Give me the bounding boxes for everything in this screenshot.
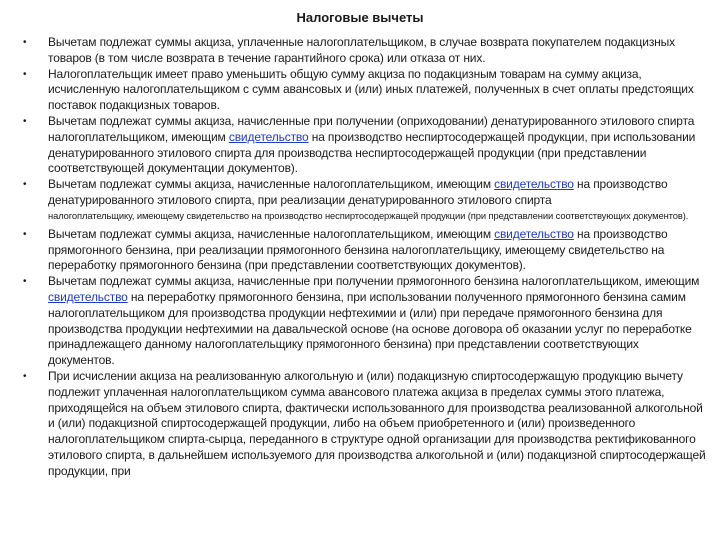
list-item xyxy=(23,227,708,274)
certificate-link[interactable]: свидетельство xyxy=(494,226,574,241)
item-text: Вычетам подлежат суммы акциза, уплаченные налогоплательщиком, в случае возврата покупателем подакцизных товаров (в том числе возврата в течение гарантийного срока) или отказа от них. xyxy=(48,35,675,65)
page-title: Налоговые вычеты xyxy=(296,10,424,25)
item-text: Вычетам подлежат суммы акциза, начисленные налогоплательщиком, имеющим xyxy=(48,226,495,241)
item-text: Вычетам подлежат суммы акциза, начисленные налогоплательщиком, имеющим xyxy=(48,177,495,192)
item-text: Вычетам подлежат суммы акциза, начисленные при получении прямогонного бензина налогоплательщиком, имеющим xyxy=(48,274,700,289)
list-item xyxy=(23,369,708,480)
bullet-icon: • xyxy=(23,370,27,382)
bullet-icon: • xyxy=(23,276,27,288)
item-text: При исчислении акциза на реализованную алкогольную и (или) подакцизную спиртосодержащую продукцию вычету подлежит уплаченная налогоплательщиком сумма авансового платежа акциза в пределах суммы этого платежа, приходящейся на объем этилового спирта, фактически использованного для производства реализованной алкогольной и (или) подакцизной спиртосодержащей продукции, либо на объем приобретенного и (или) произведенного налогоплательщиком спирта-сырца, переданного в структуре одной организации для производства ректификованного этилового спирта, в дальнейшем используемого для производства алкогольной и (или) подакцизной спиртосодержащей продукции, при xyxy=(48,368,706,478)
bullet-icon: • xyxy=(23,37,27,48)
list-item xyxy=(23,114,708,177)
bullet-icon: • xyxy=(23,179,27,191)
list-item xyxy=(23,177,708,223)
item-text: Вычетам подлежат суммы акциза, начисленные при получении (оприходовании) денатурированного этилового спирта налогоплательщиком, имеющим xyxy=(48,113,695,144)
deductions-list xyxy=(23,35,708,480)
item-text: на производство денатурированного этилового спирта, при реализации денатурированного этилового спирта xyxy=(48,177,668,207)
list-item xyxy=(23,274,708,369)
bullet-icon: • xyxy=(23,115,27,127)
bullet-icon: • xyxy=(23,228,27,240)
certificate-link[interactable]: свидетельство xyxy=(48,289,128,304)
list-item xyxy=(23,35,708,67)
bullet-icon: • xyxy=(23,68,27,80)
item-small-text: налогоплательщику, имеющему свидетельство на производство неспиртосодержащей продукции (при представлении соответствующих документов). xyxy=(48,209,689,221)
item-text: на производство прямогонного бензина, при реализации прямогонного бензина налогоплательщику, имеющему свидетельство на переработку прямогонного бензина (при представлении соответствующих документов). xyxy=(48,226,668,273)
item-text: Налогоплательщик имеет право уменьшить общую сумму акциза по подакцизным товарам на сумму акциза, исчисленную налогоплательщиком с сумм авансовых и (или) иных платежей, полученных в счет оплаты предстоящих поставок подакцизных товаров. xyxy=(48,66,694,113)
item-text: на производство неспиртосодержащей продукции, при использовании денатурированного этилового спирта для производства неспиртосодержащей продукции (при представлении соответствующей документации документов). xyxy=(48,129,696,176)
certificate-link[interactable]: свидетельство xyxy=(228,129,309,144)
list-item xyxy=(23,67,708,114)
item-text: на переработку прямогонного бензина, при использовании полученного прямогонного бензина самим налогоплательщиком для производства продукции нефтехимии и (или) при передаче прямогонного бензина для производства продукции нефтехимии на давальческой основе (на основе договора об оказании услуг по переработке принадлежащего данному налогоплательщику прямогонного бензина) при представлении соответствующих документов. xyxy=(48,289,692,368)
certificate-link[interactable]: свидетельство xyxy=(494,177,574,192)
